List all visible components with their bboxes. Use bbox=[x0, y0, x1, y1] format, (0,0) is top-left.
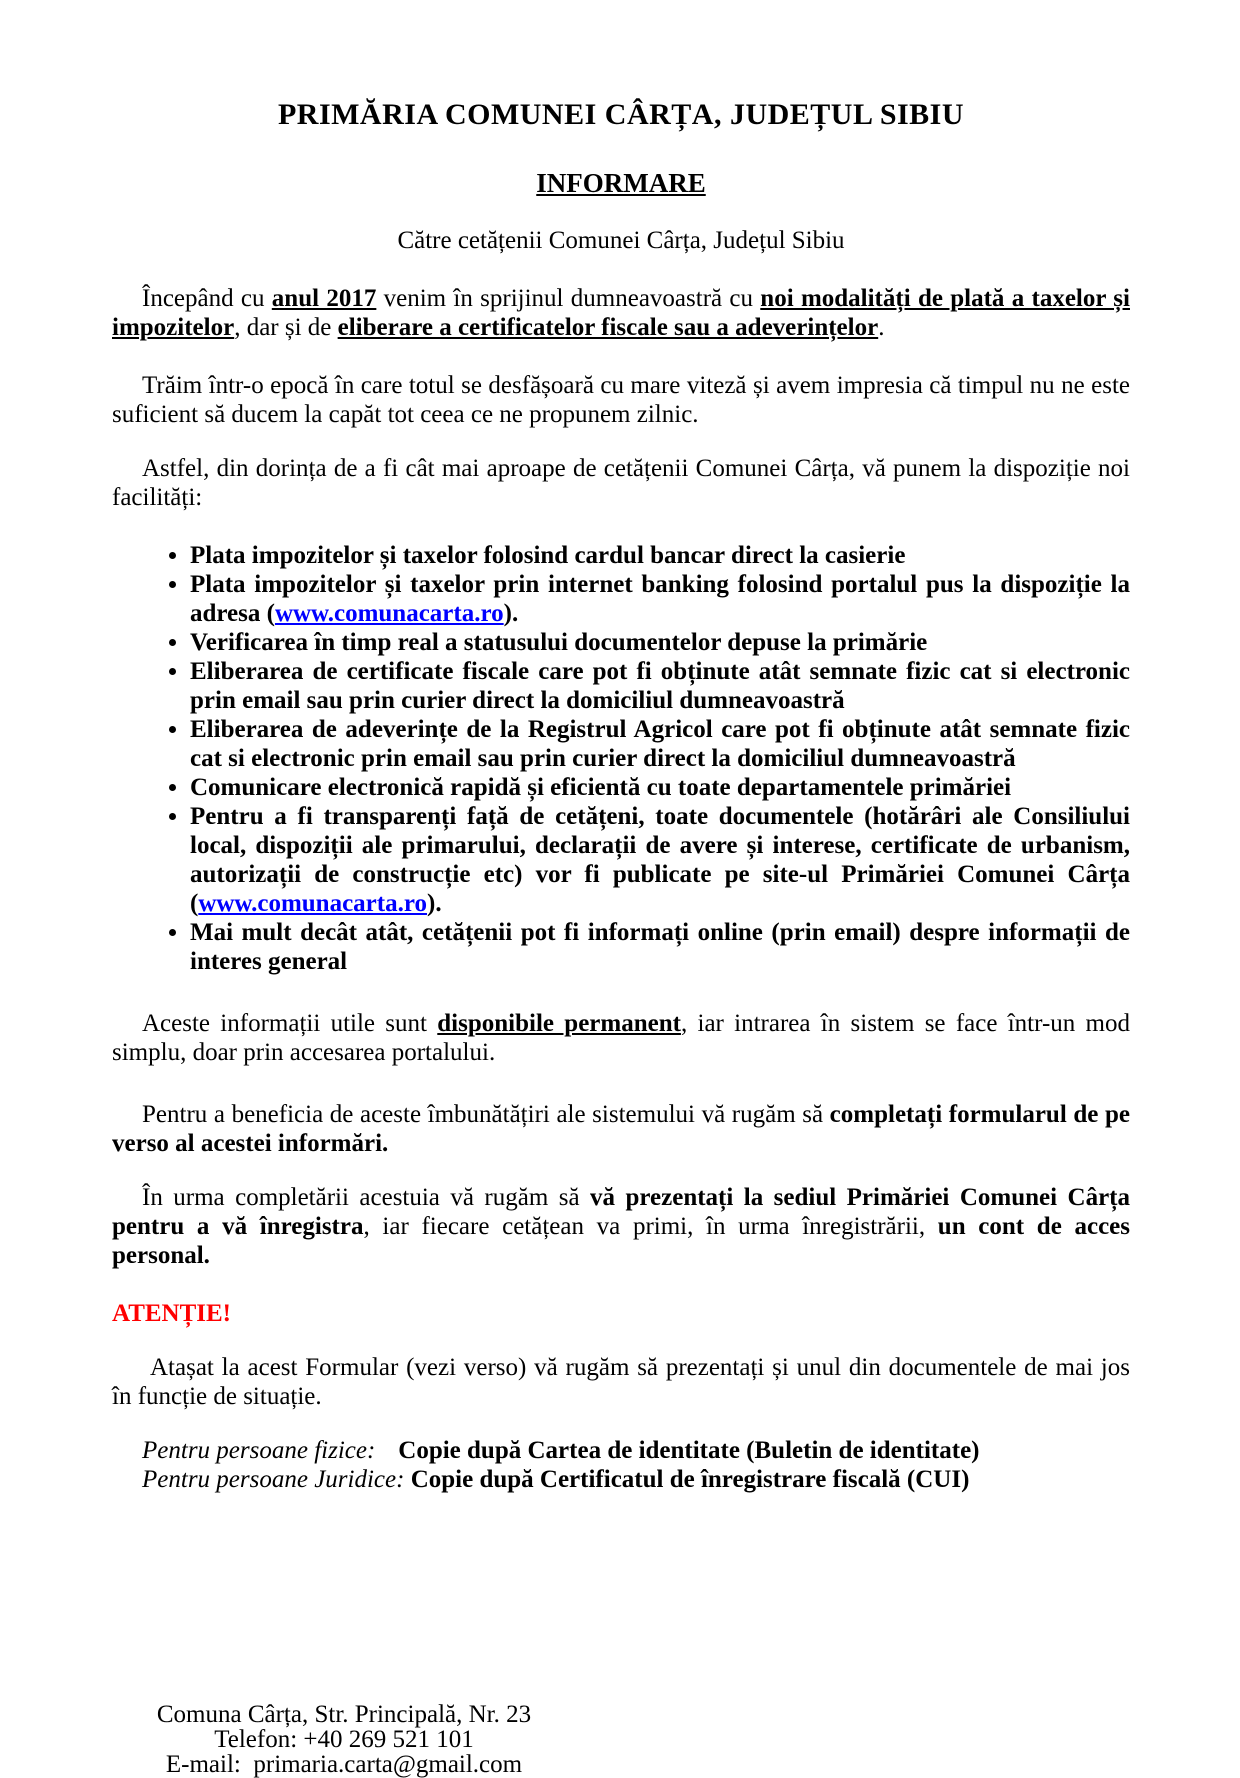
paragraph-inregistrare bbox=[112, 1183, 1130, 1270]
list-item bbox=[190, 715, 1130, 773]
salutation-line: Către cetățenii Comunei Cârța, Județul Sibiu bbox=[397, 227, 845, 254]
text-segment: noi modalități de plată a taxelor și impozitelor bbox=[112, 285, 1130, 341]
footer-address: Comuna Cârța, Str. Principală, Nr. 23 bbox=[156, 1701, 532, 1728]
text-segment: Comunicare electronică rapidă și eficientă cu toate departamentele primăriei bbox=[190, 774, 1012, 801]
text-segment: eliberare a certificatelor fiscale sau a adeverințelor bbox=[337, 314, 879, 341]
text-segment: , iar fiecare cetățean va primi, în urma înregistrării, bbox=[363, 1213, 938, 1240]
text-segment: vă prezentați la sediul Primăriei Comunei Cârța pentru a vă înregistra bbox=[112, 1184, 1130, 1240]
text-segment: venim în sprijinul dumneavoastră cu bbox=[376, 285, 761, 312]
text-segment: Copie după Certificatul de înregistrare fiscală (CUI) bbox=[410, 1466, 970, 1493]
text-segment: Atașat la acest Formular (vezi verso) vă rugăm să prezentați și unul din documentele de mai jos în funcție de situație. bbox=[112, 1354, 1130, 1410]
text-segment: Trăim într-o epocă în care totul se desfășoară cu mare viteză și avem impresia că timpul nu ne este suficient să ducem la capăt tot ceea ce ne propunem zilnic. bbox=[112, 372, 1130, 428]
list-item bbox=[190, 541, 1130, 570]
paragraph-facilitati bbox=[112, 454, 1130, 512]
attention-heading: ATENȚIE! bbox=[112, 1300, 232, 1327]
document-title: PRIMĂRIA COMUNEI CÂRȚA, JUDEȚUL SIBIU bbox=[277, 98, 965, 131]
text-segment: anul 2017 bbox=[271, 285, 377, 312]
list-item bbox=[190, 657, 1130, 715]
list-item bbox=[190, 570, 1130, 628]
list-item bbox=[190, 773, 1130, 802]
paragraph-intro bbox=[112, 284, 1130, 342]
text-segment: , iar intrarea în sistem se face într-un mod simplu, doar prin accesarea portalului. bbox=[112, 1010, 1131, 1066]
list-item bbox=[190, 802, 1130, 918]
text-segment: ). bbox=[503, 600, 519, 627]
text-segment: Pentru a beneficia de aceste îmbunătățiri ale sistemului vă rugăm să bbox=[142, 1101, 830, 1128]
text-segment: completați formularul de pe verso al acestei informări. bbox=[112, 1101, 1130, 1157]
text-segment: Plata impozitelor și taxelor folosind cardul bancar direct la casierie bbox=[190, 542, 906, 569]
line-persoane-fizice bbox=[112, 1436, 1130, 1465]
informare-heading bbox=[112, 168, 1130, 198]
list-item bbox=[190, 918, 1130, 976]
footer-email: E-mail: primaria.carta@gmail.com bbox=[165, 1751, 523, 1778]
text-segment: Plata impozitelor și taxelor prin internet banking folosind portalul pus la dispoziție la adresa ( bbox=[190, 571, 1130, 627]
informare-heading-text: INFORMARE bbox=[536, 168, 706, 198]
link-comunacarta[interactable]: www.comunacarta.ro bbox=[198, 890, 428, 917]
text-segment: ). bbox=[427, 890, 442, 917]
paragraph-epoca bbox=[112, 371, 1130, 429]
footer-block bbox=[112, 1702, 576, 1777]
text-segment: Eliberarea de adeverințe de la Registrul Agricol care pot fi obținute atât semnate fizic cat si electronic prin email sau prin curier direct la domiciliul dumneavoastră bbox=[190, 716, 1130, 772]
text-segment: Pentru persoane fizice: bbox=[142, 1437, 376, 1464]
text-segment: , dar și de bbox=[234, 314, 338, 341]
text-segment: Mai mult decât atât, cetățenii pot fi informați online (prin email) despre informații de interes general bbox=[190, 919, 1130, 975]
text-segment: Pentru a fi transparenți față de cetățeni, toate documentele (hotărâri ale Consiliului local, dispoziții ale primarului, declarații de avere și interese, certificate de urbanism, autorizații de construcție etc) vor fi publicate pe site-ul Primăriei Comunei Cârța ( bbox=[190, 803, 1130, 917]
paragraph-disponibile bbox=[112, 1009, 1130, 1067]
text-segment: Pentru persoane Juridice: bbox=[142, 1466, 405, 1493]
text-segment: Copie după Cartea de identitate (Buletin de identitate) bbox=[398, 1437, 980, 1464]
text-segment: . bbox=[878, 314, 885, 341]
facilities-list bbox=[112, 541, 1130, 976]
text-segment: Aceste informații utile sunt bbox=[142, 1010, 438, 1037]
paragraph-beneficia bbox=[112, 1100, 1130, 1158]
list-item bbox=[190, 628, 1130, 657]
line-persoane-juridice bbox=[112, 1465, 1130, 1494]
text-segment: Verificarea în timp real a statusului documentelor depuse la primărie bbox=[190, 629, 928, 656]
text-segment: Astfel, din dorința de a fi cât mai aproape de cetățenii Comunei Cârța, vă punem la dispoziție noi facilități: bbox=[112, 455, 1130, 511]
text-segment: un cont de acces personal. bbox=[112, 1213, 1130, 1269]
text-segment: disponibile permanent bbox=[437, 1010, 681, 1037]
text-segment: Eliberarea de certificate fiscale care pot fi obținute atât semnate fizic cat si electronic prin email sau prin curier direct la domiciliul dumneavoastră bbox=[190, 658, 1130, 714]
footer-phone: Telefon: +40 269 521 101 bbox=[214, 1726, 474, 1753]
paragraph-atasat bbox=[112, 1353, 1130, 1411]
text-segment: În urma completării acestuia vă rugăm să bbox=[142, 1184, 591, 1211]
text-segment: Începând cu bbox=[142, 285, 272, 312]
link-comunacarta[interactable]: www.comunacarta.ro bbox=[274, 600, 504, 627]
